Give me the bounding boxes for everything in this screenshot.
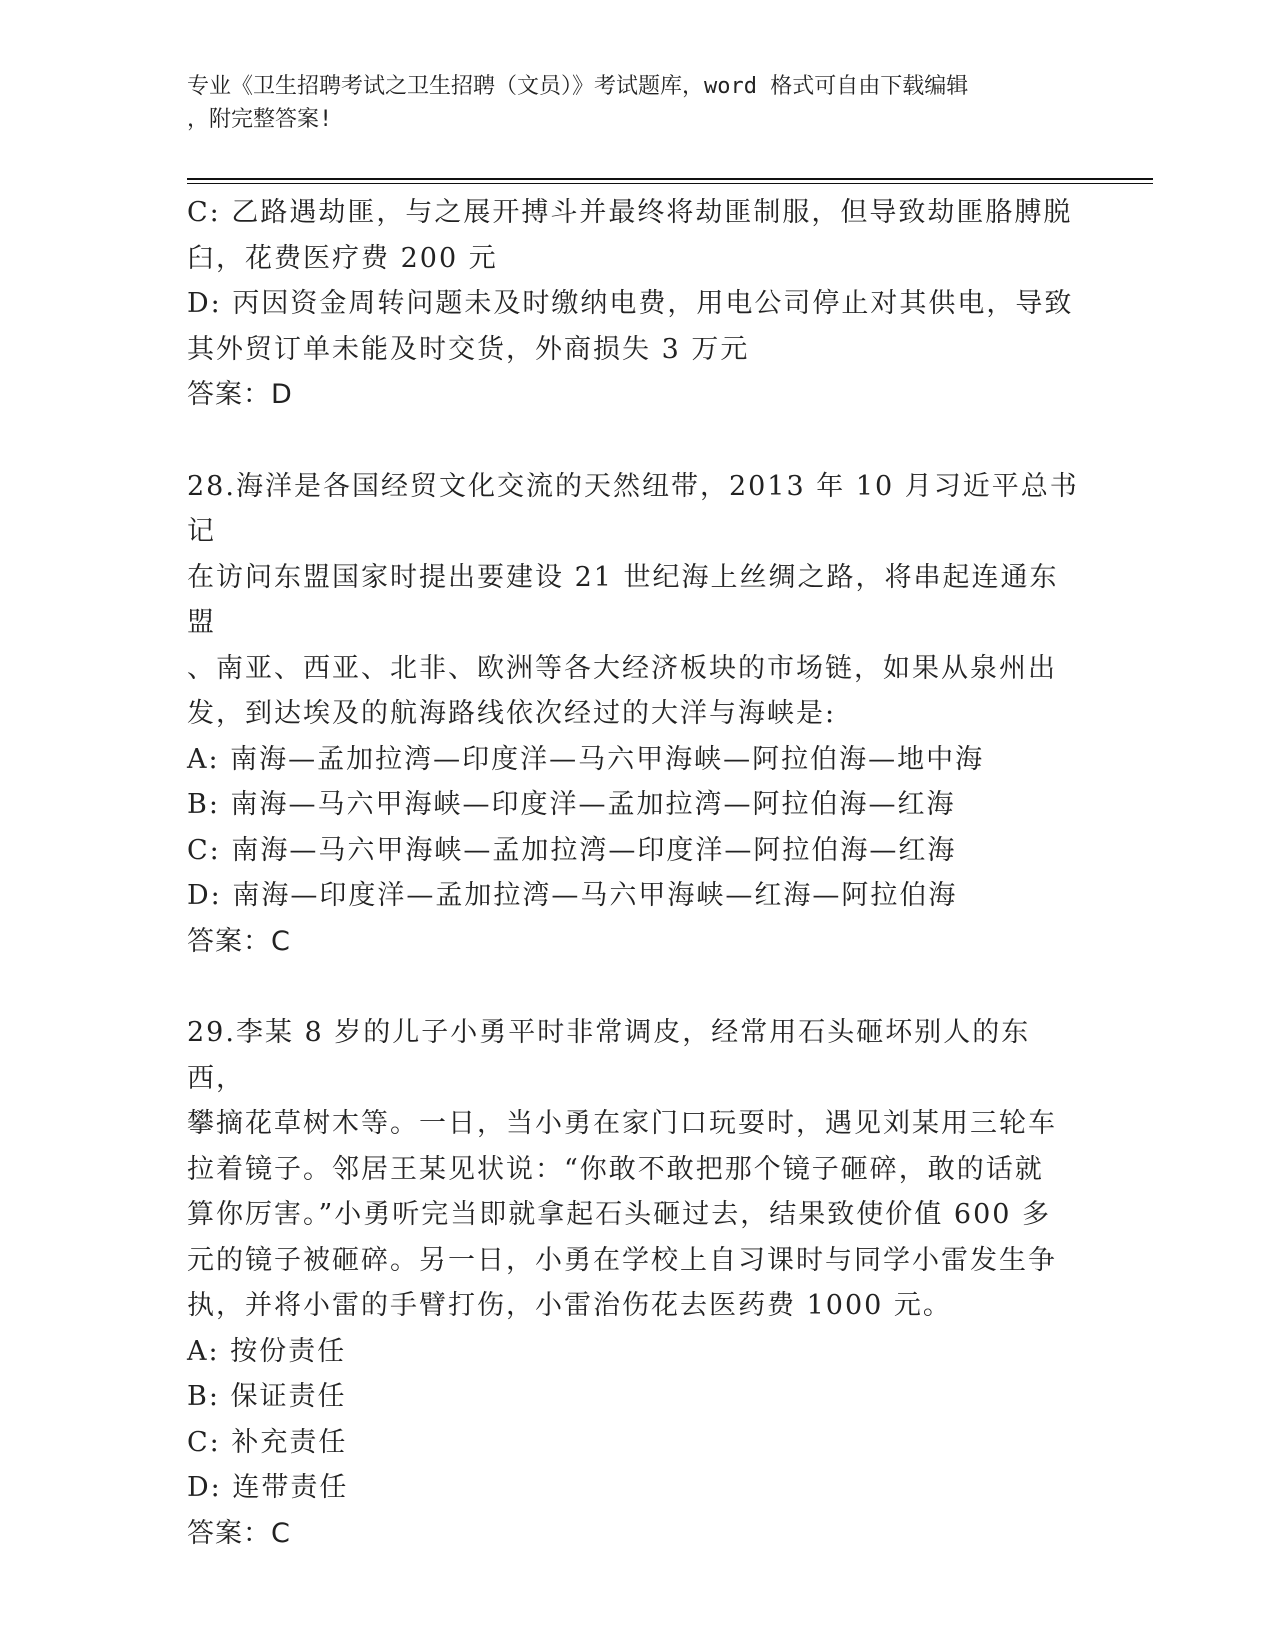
answer-27: 答案：D (187, 379, 293, 410)
option-c: C: 补充责任 (187, 1426, 348, 1458)
option-d: D: 南海—印度洋—孟加拉湾—马六甲海峡—红海—阿拉伯海 (187, 880, 958, 911)
option-c: C: 南海—马六甲海峡—孟加拉湾—印度洋—阿拉伯海—红海 (187, 834, 957, 866)
option-d-line-2: 其外贸订单未能及时交货，外商损失 3 万元 (187, 333, 750, 365)
document-header (187, 70, 1067, 136)
spacer (187, 964, 1087, 1010)
spacer (187, 418, 1087, 464)
question-stem-line-1: 29.李某 8 岁的儿子小勇平时非常调皮，经常用石头砸坏别人的东西， (187, 1017, 1031, 1094)
answer-29: 答案：C (187, 1517, 291, 1549)
header-line-1: 专业《卫生招聘考试之卫生招聘（文员）》考试题库，word 格式可自由下载编辑 (187, 74, 969, 99)
question-stem-line-2: 攀摘花草树木等。一日，当小勇在家门口玩耍时，遇见刘某用三轮车 (187, 1108, 1057, 1139)
question-stem-line-4: 发，到达埃及的航海路线依次经过的大洋与海峡是: (187, 698, 837, 729)
question-stem-line-4: 算你厉害。”小勇听完当即就拿起石头砸过去，结果致使价值 600 多 (187, 1199, 1052, 1230)
question-stem-line-5: 元的镜子被砸碎。另一日，小勇在学校上自习课时与同学小雷发生争 (187, 1244, 1057, 1276)
header-divider-thin (187, 183, 1153, 184)
option-b: B: 南海—马六甲海峡—印度洋—孟加拉湾—阿拉伯海—红海 (187, 789, 956, 820)
question-stem-line-1: 28.海洋是各国经贸文化交流的天然纽带，2013 年 10 月习近平总书记 (187, 470, 1079, 547)
option-c-line-1: C: 乙路遇劫匪，与之展开搏斗并最终将劫匪制服，但导致劫匪胳膊脱 (187, 197, 1073, 228)
option-a: A: 按份责任 (187, 1335, 347, 1367)
option-d-line-1: D: 丙因资金周转问题未及时缴纳电费，用电公司停止对其供电，导致 (187, 288, 1074, 319)
question-27-continued (187, 190, 1087, 418)
document-body (187, 190, 1087, 1556)
question-stem-line-3: 、南亚、西亚、北非、欧洲等各大经济板块的市场链，如果从泉州出 (187, 652, 1057, 684)
question-stem-line-6: 执，并将小雷的手臂打伤，小雷治伤花去医药费 1000 元。 (187, 1290, 952, 1321)
question-29 (187, 1010, 1087, 1556)
option-b: B: 保证责任 (187, 1381, 347, 1412)
question-28 (187, 464, 1087, 965)
option-c-line-2: 臼，花费医疗费 200 元 (187, 242, 498, 274)
question-stem-line-3: 拉着镜子。邻居王某见状说：“你敢不敢把那个镜子砸碎，敢的话就 (187, 1153, 1044, 1185)
answer-28: 答案：C (187, 925, 291, 957)
question-stem-line-2: 在访问东盟国家时提出要建设 21 世纪海上丝绸之路，将串起连通东盟 (187, 561, 1059, 638)
header-line-2: ，附完整答案! (187, 107, 333, 132)
header-divider-thick (187, 178, 1153, 180)
option-a: A: 南海—孟加拉湾—印度洋—马六甲海峡—阿拉伯海—地中海 (187, 743, 985, 775)
option-d: D: 连带责任 (187, 1472, 349, 1503)
